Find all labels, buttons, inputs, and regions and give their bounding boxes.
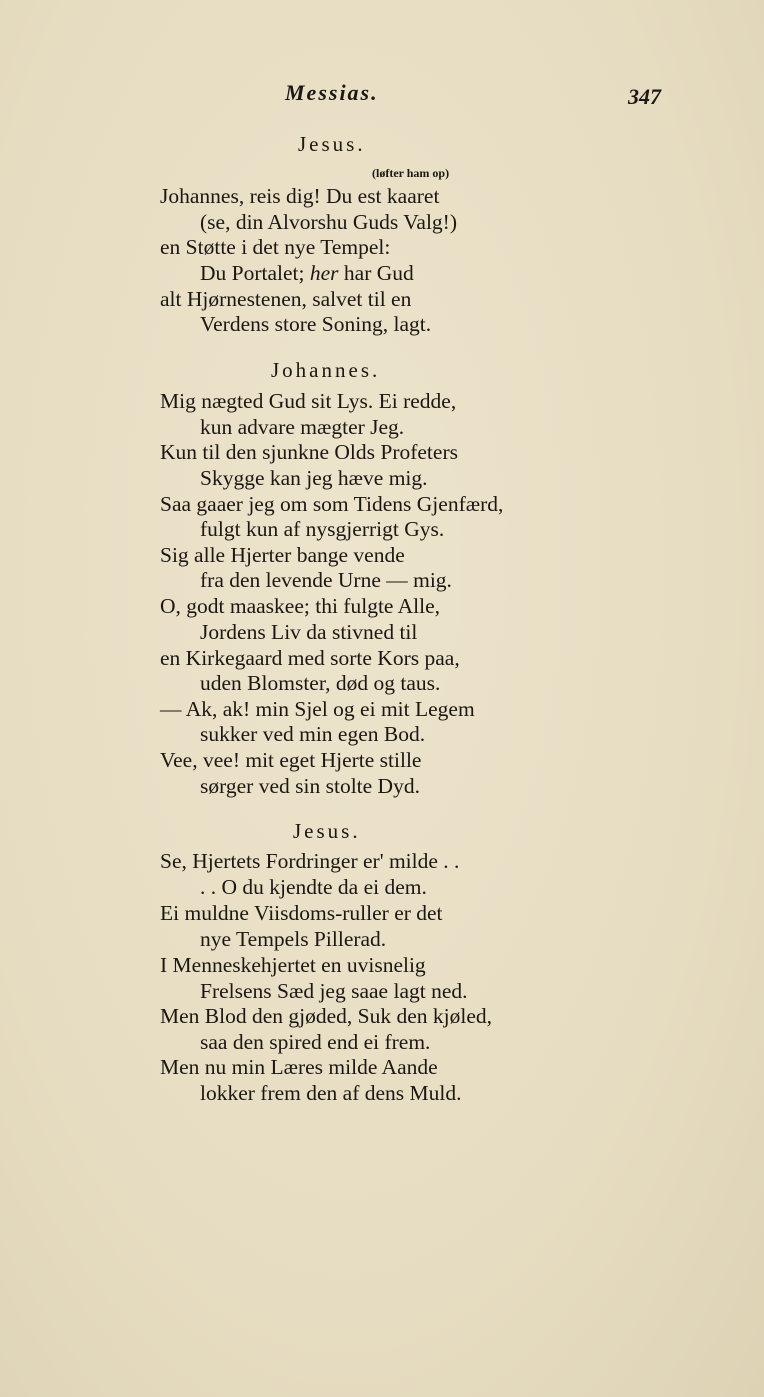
page-number: 347: [628, 84, 661, 109]
speaker-name: Jesus.: [298, 132, 366, 156]
verse-line: . . O du kjendte da ei dem.: [200, 875, 427, 899]
verse-line: kun advare mægter Jeg.: [200, 415, 405, 439]
verse-line: fulgt kun af nysgjerrigt Gys.: [200, 517, 445, 541]
verse-line: Ei muldne Viisdoms-ruller er det: [160, 901, 443, 925]
speaker-name: Johannes.: [271, 358, 381, 382]
verse-line: Kun til den sjunkne Olds Profeters: [160, 440, 458, 464]
verse-line: en Kirkegaard med sorte Kors paa,: [160, 646, 460, 670]
verse-line: alt Hjørnestenen, salvet til en: [160, 287, 412, 311]
stage-direction: (løfter ham op): [372, 166, 450, 180]
verse-line: — Ak, ak! min Sjel og ei mit Legem: [160, 697, 475, 721]
verse-line: fra den levende Urne — mig.: [200, 568, 452, 592]
verse-line: uden Blomster, død og taus.: [200, 671, 441, 695]
verse-line: Skygge kan jeg hæve mig.: [200, 466, 428, 490]
verse-line: Sig alle Hjerter bange vende: [160, 543, 405, 567]
verse-line: sukker ved min egen Bod.: [200, 722, 426, 746]
verse-line: Verdens store Soning, lagt.: [200, 312, 432, 336]
verse-line: nye Tempels Pillerad.: [200, 927, 387, 951]
speaker-name: Jesus.: [293, 819, 361, 843]
verse-line: Johannes, reis dig! Du est kaaret: [160, 184, 440, 208]
verse-line: Mig nægted Gud sit Lys. Ei redde,: [160, 389, 457, 413]
running-header-title: Messias.: [285, 80, 379, 105]
verse-line: saa den spired end ei frem.: [200, 1030, 431, 1054]
verse-line: Jordens Liv da stivned til: [200, 620, 418, 644]
verse-line: Saa gaaer jeg om som Tidens Gjenfærd,: [160, 492, 504, 516]
verse-line: Du Portalet; her har Gud: [200, 261, 414, 285]
verse-line: O, godt maaskee; thi fulgte Alle,: [160, 594, 441, 618]
verse-line: Se, Hjertets Fordringer er' milde . .: [160, 849, 460, 873]
verse-line: I Menneskehjertet en uvisnelig: [160, 953, 426, 977]
verse-line: en Støtte i det nye Tempel:: [160, 235, 391, 259]
verse-line: Men Blod den gjøded, Suk den kjøled,: [160, 1004, 493, 1028]
verse-line: Vee, vee! mit eget Hjerte stille: [160, 748, 422, 772]
verse-line: Frelsens Sæd jeg saae lagt ned.: [200, 979, 468, 1003]
emphasized-word: her: [309, 261, 339, 285]
verse-line: sørger ved sin stolte Dyd.: [200, 774, 420, 798]
verse-line: Men nu min Læres milde Aande: [160, 1055, 438, 1079]
verse-line: lokker frem den af dens Muld.: [200, 1081, 462, 1105]
verse-line: (se, din Alvorshu Guds Valg!): [200, 210, 457, 234]
